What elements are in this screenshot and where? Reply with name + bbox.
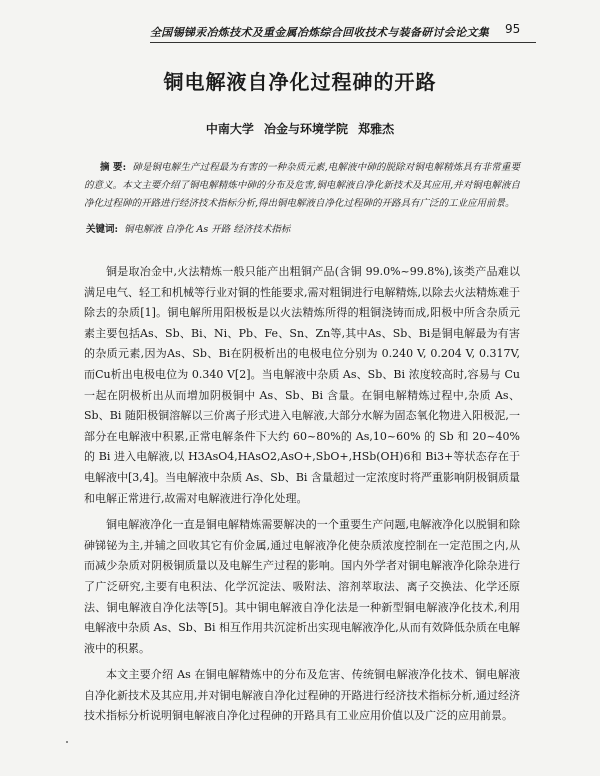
running-head: 全国锡锑汞冶炼技术及重金属冶炼综合回收技术与装备研讨会论文集 [150,26,489,39]
abstract-text: 砷是铜电解生产过程最为有害的一种杂质元素,电解液中砷的脱除对铜电解精炼具有非常重要的意义。本文主要介绍了铜电解精炼中砷的分布及危害,铜电解液自净化新技术及其应用,并对铜电解液自净化过程砷的开路进行经济技术指标分析,得出铜电解液自净化过程砷的开路具有广泛的工业应用前景。 [84,162,520,209]
keywords-text: 铜电解液 自净化 As 开路 经济技术指标 [124,224,291,235]
keywords-label: 关键词: [86,224,119,235]
body-paragraph-2: 铜电解液净化一直是铜电解精炼需要解决的一个重要生产问题,电解液净化以脱铜和除砷锑铋为主,并辅之回收其它有价金属,通过电解液净化使杂质浓度控制在一定范围之内,从而减少杂质对阴极铜质量以及电解生产过程的影响。国内外学者对铜电解液净化除杂进行了广泛研究,主要有电积法、化学沉淀法、吸附法、溶剂萃取法、离子交换法、化学还原法、铜电解液自净化法等[5]。其中铜电解液自净化法是一种新型铜电解液净化技术,利用电解液中杂质 As、Sb、Bi 相互作用共沉淀析出实现电解液净化,从而有效降低杂质在电解液中的积累。 [84,518,520,655]
body-paragraph-1: 铜是取冶金中,火法精炼一般只能产出粗铜产品(含铜 99.0%~99.8%),该类产品难以满足电气、轻工和机械等行业对铜的性能要求,需对粗铜进行电解精炼,以除去火法精炼难于除去的杂质[1]。铜电解所用阳极板是以火法精炼所得的粗铜浇铸而成,阳极中所含杂质元素主要包括As、Sb、Bi、Ni、Pb、Fe、Sn、Zn等,其中As、Sb、Bi是铜电解最为有害的杂质元素,因为As、Sb、Bi在阴极析出的电极电位分别为 0.240 V, 0.204 V, 0.317V, 而Cu析出电极电位为 0.340 V[2]。当电解液中杂质 As、Sb、Bi 浓度较高时,容易与 Cu 一起在阴极析出从而增加阴极铜中 As、Sb、Bi 含量。在铜电解精炼过程中,杂质 As、Sb、Bi 随阳极铜溶解以三价离子形式进入电解液,大部分水解为固态氧化物进入阳极泥,一部分在电解液中积累,正常电解条件下大约 60~80%的 As,10~60% 的 Sb 和 20~40%的 Bi 进入电解液,以 H3AsO4,HAsO2,AsO+,SbO+,HSb(OH)6和 Bi3+等状态存在于电解液中[3,4]。当电解液中杂质 As、Sb、Bi 含量超过一定浓度时将严重影响阴极铜质量和电解正常进行,故需对电解液进行净化处理。 [84,265,520,505]
page-number: 95 [505,22,521,36]
abstract [84,159,520,213]
abstract-label: 摘 要: [100,162,127,173]
article-title: 铜电解液自净化过程砷的开路 [163,70,437,94]
keywords [86,221,520,239]
author-affiliation: 中南大学 冶金与环境学院 郑雅杰 [205,122,395,136]
scan-speck [66,741,68,743]
header-rule [150,42,536,43]
body-text [84,256,520,733]
body-paragraph-3: 本文主要介绍 As 在铜电解精炼中的分布及危害、传统铜电解液净化技术、铜电解液自净化新技术及其应用,并对铜电解液自净化过程砷的开路进行经济技术指标分析,通过经济技术指标分析说明铜电解液自净化过程砷的开路具有工业应用价值以及广泛的应用前景。 [84,668,520,723]
